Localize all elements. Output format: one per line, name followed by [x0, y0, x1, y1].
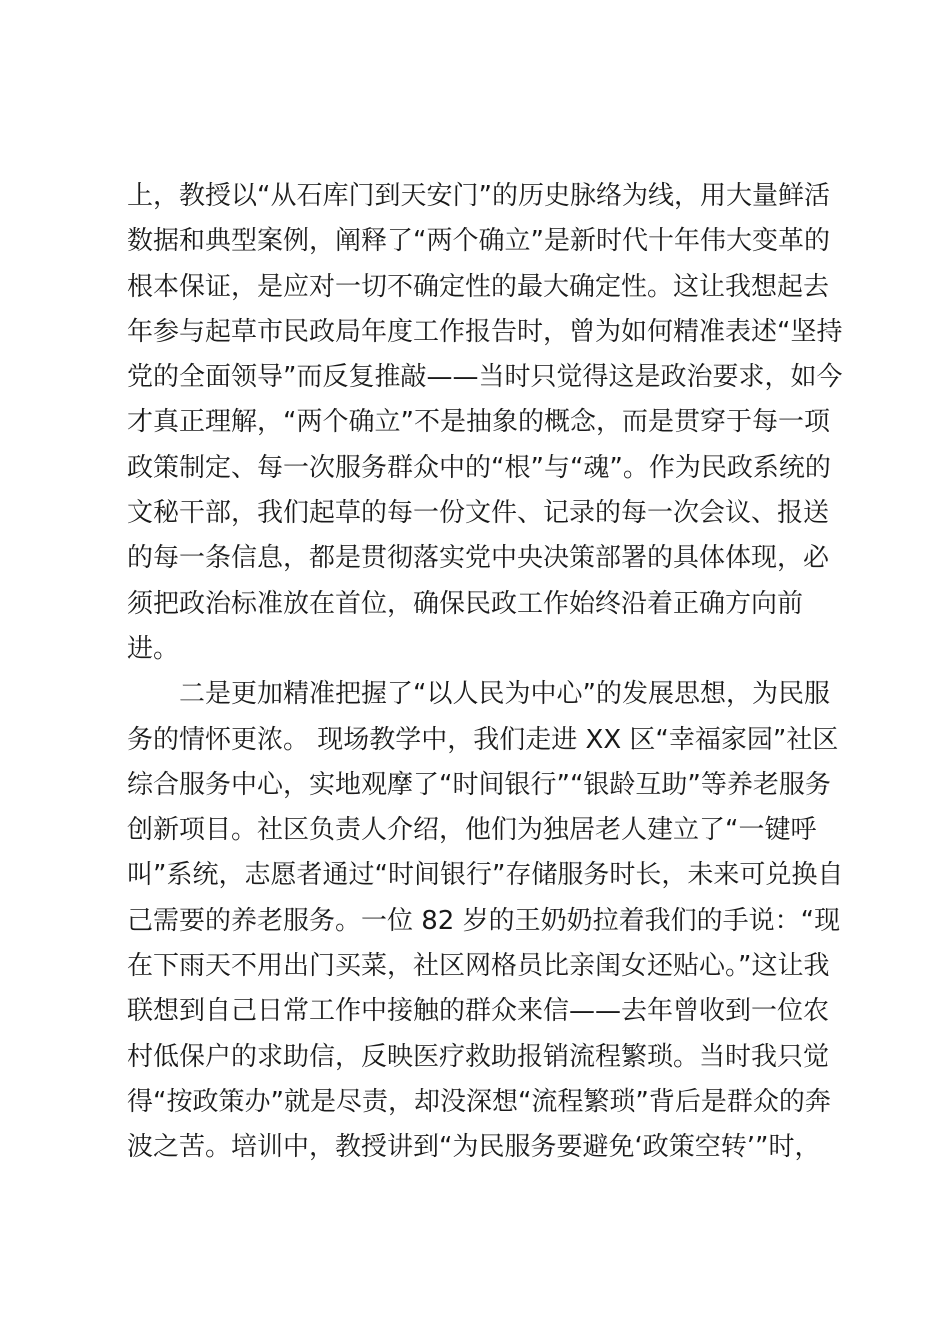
text-line: 得“按政策办”就是尽责，却没深想“流程繁琐”背后是群众的奔	[127, 1086, 831, 1117]
text-line: 进。	[127, 633, 180, 664]
text-line: 己需要的养老服务。一位 82 岁的王奶奶拉着我们的手说：“现	[127, 905, 841, 936]
text-line: 才真正理解，“两个确立”不是抽象的概念，而是贯穿于每一项	[127, 407, 830, 438]
text-line: 创新项目。社区负责人介绍，他们为独居老人建立了“一键呼	[127, 815, 817, 846]
text-line: 根本保证，是应对一切不确定性的最大确定性。这让我想起去	[127, 271, 830, 302]
text-line: 波之苦。培训中，教授讲到“为民服务要避免‘政策空转’”时，	[127, 1132, 821, 1163]
text-line: 综合服务中心，实地观摩了“时间银行”“银龄互助”等养老服务	[127, 769, 831, 800]
text-line: 上，教授以“从石库门到天安门”的历史脉络为线，用大量鲜活	[127, 181, 830, 211]
text-line: 叫”系统，志愿者通过“时间银行”存储服务时长，未来可兑换自	[127, 860, 844, 891]
paragraph-start-line: 二是更加精准把握了“以人民为中心”的发展思想，为民服	[179, 679, 830, 710]
text-line: 数据和典型案例，阐释了“两个确立”是新时代十年伟大变革的	[127, 226, 830, 257]
text-line: 在下雨天不用出门买菜，社区网格员比亲闺女还贴心。”这让我	[127, 951, 830, 982]
text-line: 联想到自己日常工作中接触的群众来信——去年曾收到一位农	[127, 996, 830, 1027]
text-line: 务的情怀更浓。 现场教学中，我们走进 XX 区“幸福家园”社区	[127, 724, 839, 755]
text-line: 的每一条信息，都是贯彻落实党中央决策部署的具体体现，必	[127, 543, 830, 574]
body-text	[127, 174, 844, 1171]
text-line: 须把政治标准放在首位，确保民政工作始终沿着正确方向前	[127, 588, 804, 619]
text-line: 党的全面领导”而反复推敲——当时只觉得这是政治要求，如今	[127, 362, 843, 393]
text-line: 政策制定、每一次服务群众中的“根”与“魂”。作为民政系统的	[127, 452, 831, 483]
text-line: 年参与起草市民政局年度工作报告时，曾为如何精准表述“坚持	[127, 316, 843, 347]
text-line: 文秘干部，我们起草的每一份文件、记录的每一次会议、报送	[127, 498, 830, 529]
text-line: 村低保户的求助信，反映医疗救助报销流程繁琐。当时我只觉	[127, 1041, 830, 1072]
